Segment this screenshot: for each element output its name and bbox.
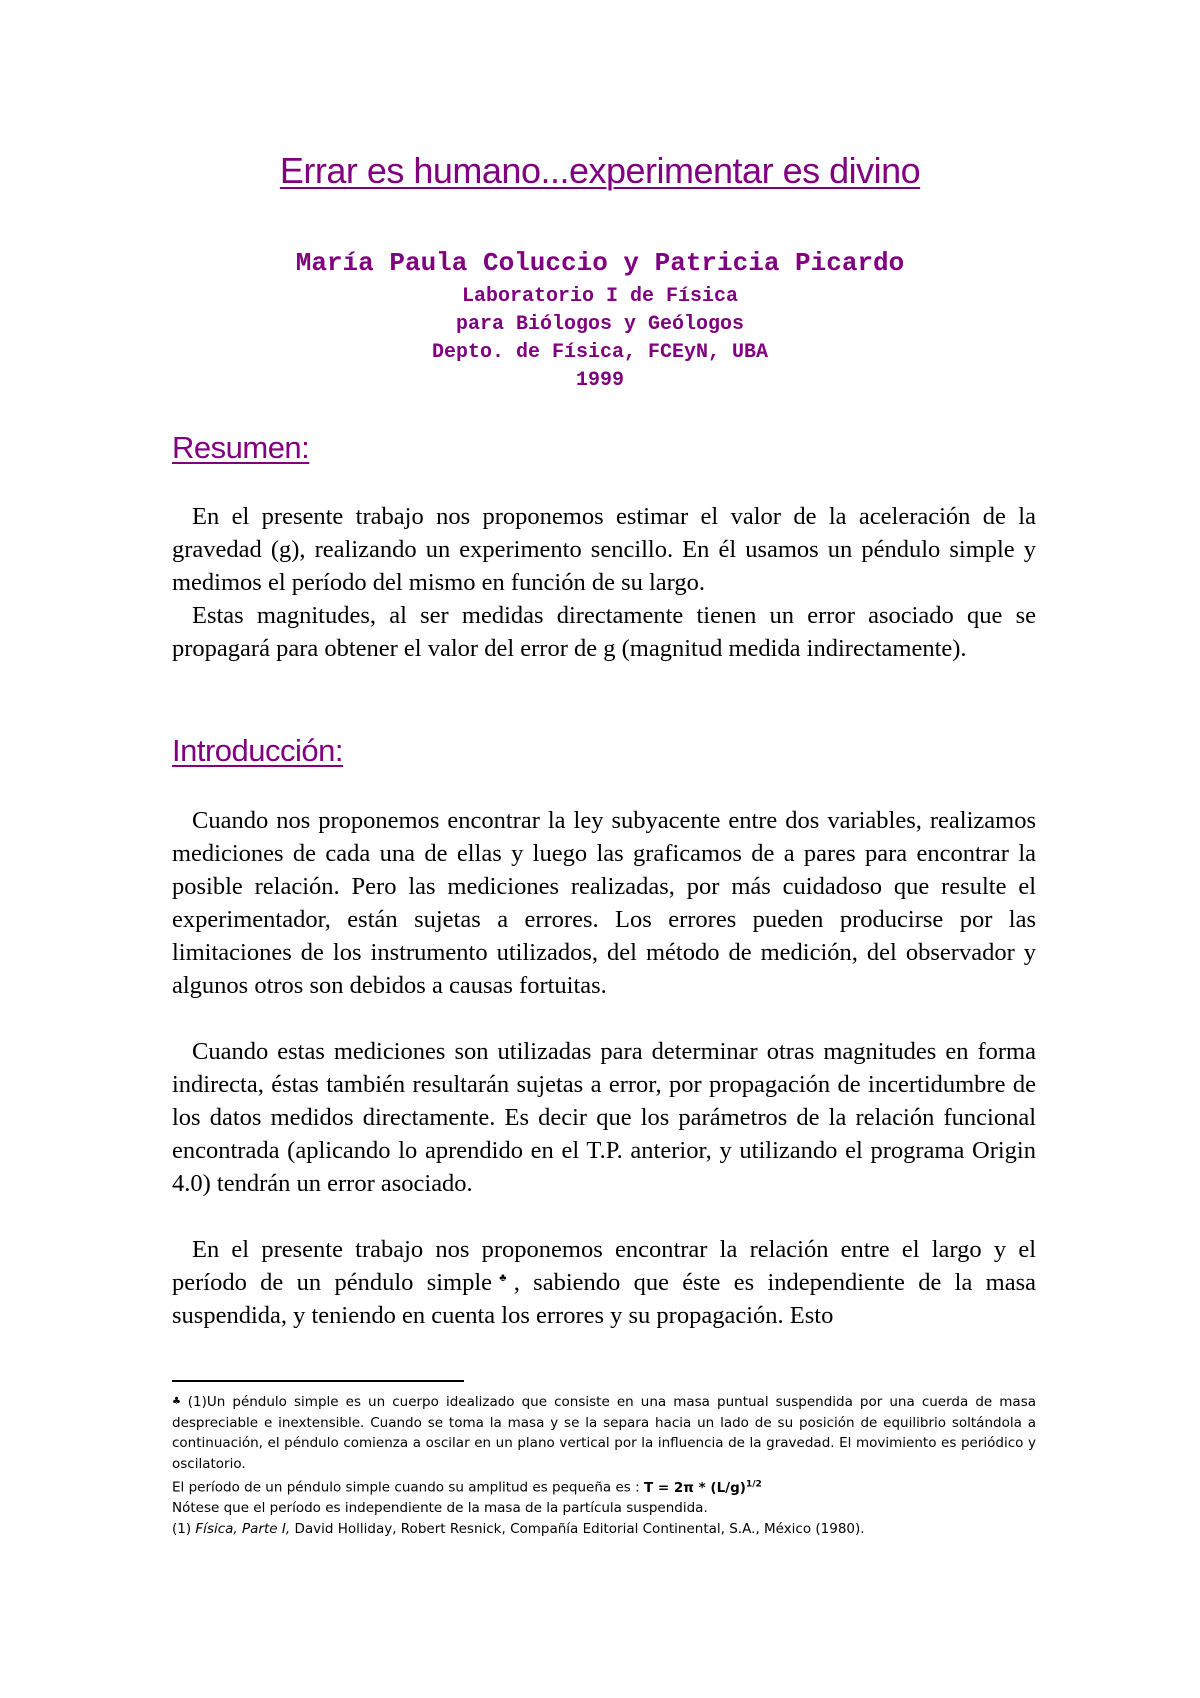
heading-introduccion: Introducción: xyxy=(172,733,343,768)
footnote-definition xyxy=(172,1392,1036,1474)
intro-paragraph-3-text: En el presente trabajo nos proponemos encontrar la relación entre el largo y el período de un péndulo simple xyxy=(172,1236,1036,1296)
footnote-period-line xyxy=(172,1474,1036,1498)
reference-details: David Holliday, Robert Resnick, Compañía Editorial Continental, S.A., México (1980). xyxy=(294,1520,865,1537)
affiliation-year: 1999 xyxy=(575,369,624,392)
affiliation-department: Depto. de Física, FCEyN, UBA xyxy=(431,341,769,364)
intro-paragraph-2: Cuando estas mediciones son utilizadas para determinar otras magnitudes en forma indirecta, éstas también resultarán sujetas a error, por propagación de incertidumbre de los datos medidos directamente. Es decir que los parámetros de la relación funcional encontrada (aplicando lo aprendido en el T.P. anterior, y utilizando el programa Origin 4.0) tendrán un error asociado. xyxy=(172,1038,1036,1197)
intro-paragraph-3 xyxy=(172,1233,1036,1332)
intro-paragraph-1: Cuando nos proponemos encontrar la ley subyacente entre dos variables, realizamos mediciones de cada una de ellas y luego las graficamos de a pares para encontrar la posible relación. Pero las mediciones realizadas, por más cuidadoso que resulte el experimentador, están sujetas a errores. Los errores pueden producirse por las limitaciones de los instrumento utilizados, del método de medición, del observador y algunos otros son debidos a causas fortuitas. xyxy=(172,807,1036,999)
footnote-definition-text: (1)Un péndulo simple es un cuerpo idealizado que consiste en una masa puntual suspendida por una cuerda de masa despreciable e inextensible. Cuando se toma la masa y se la separa hacia un lado de su posición de equilibrio soltándola a continuación, el péndulo comienza a oscilar en un plano vertical por la influencia de la gravedad. El movimiento es periódico y oscilatorio. xyxy=(172,1394,1036,1472)
footnote-mark: ♣ xyxy=(172,1396,184,1407)
footnote-note: Nótese que el período es independiente de la masa de la partícula suspendida. xyxy=(172,1500,708,1516)
footnote-period-text: El período de un péndulo simple cuando su amplitud es pequeña es : xyxy=(172,1479,640,1496)
period-formula-text: T = 2π * (L/g) xyxy=(643,1479,746,1496)
period-formula-exponent: 1/2 xyxy=(745,1479,762,1489)
intro-paragraph-3-text-continued: , sabiendo que éste es independiente de la masa suspendida, y teniendo en cuenta los errores y su propagación. Esto xyxy=(172,1269,1037,1329)
footnote-reference xyxy=(172,1519,1036,1540)
heading-resumen: Resumen: xyxy=(172,430,310,465)
footnote-block xyxy=(172,1392,1036,1539)
document-title: Errar es humano...experimentar es divino xyxy=(279,150,921,191)
footnote-reference-mark[interactable]: ♣ xyxy=(492,1271,514,1284)
footnote-separator xyxy=(172,1380,464,1382)
authors: María Paula Coluccio y Patricia Picardo xyxy=(295,248,905,278)
affiliation-audience: para Biólogos y Geólogos xyxy=(455,313,745,336)
resumen-paragraph-2: Estas magnitudes, al ser medidas directamente tienen un error asociado que se propagará para obtener el valor del error de g (magnitud medida indirectamente). xyxy=(172,602,1036,662)
reference-title: Física, Parte I, xyxy=(195,1520,291,1537)
reference-number: (1) xyxy=(172,1520,192,1537)
affiliation-lab: Laboratorio I de Física xyxy=(461,285,739,308)
resumen-paragraph-1: En el presente trabajo nos proponemos estimar el valor de la aceleración de la gravedad (g), realizando un experimento sencillo. En él usamos un péndulo simple y medimos el período del mismo en función de su largo. xyxy=(172,503,1036,596)
period-formula xyxy=(644,1480,762,1496)
